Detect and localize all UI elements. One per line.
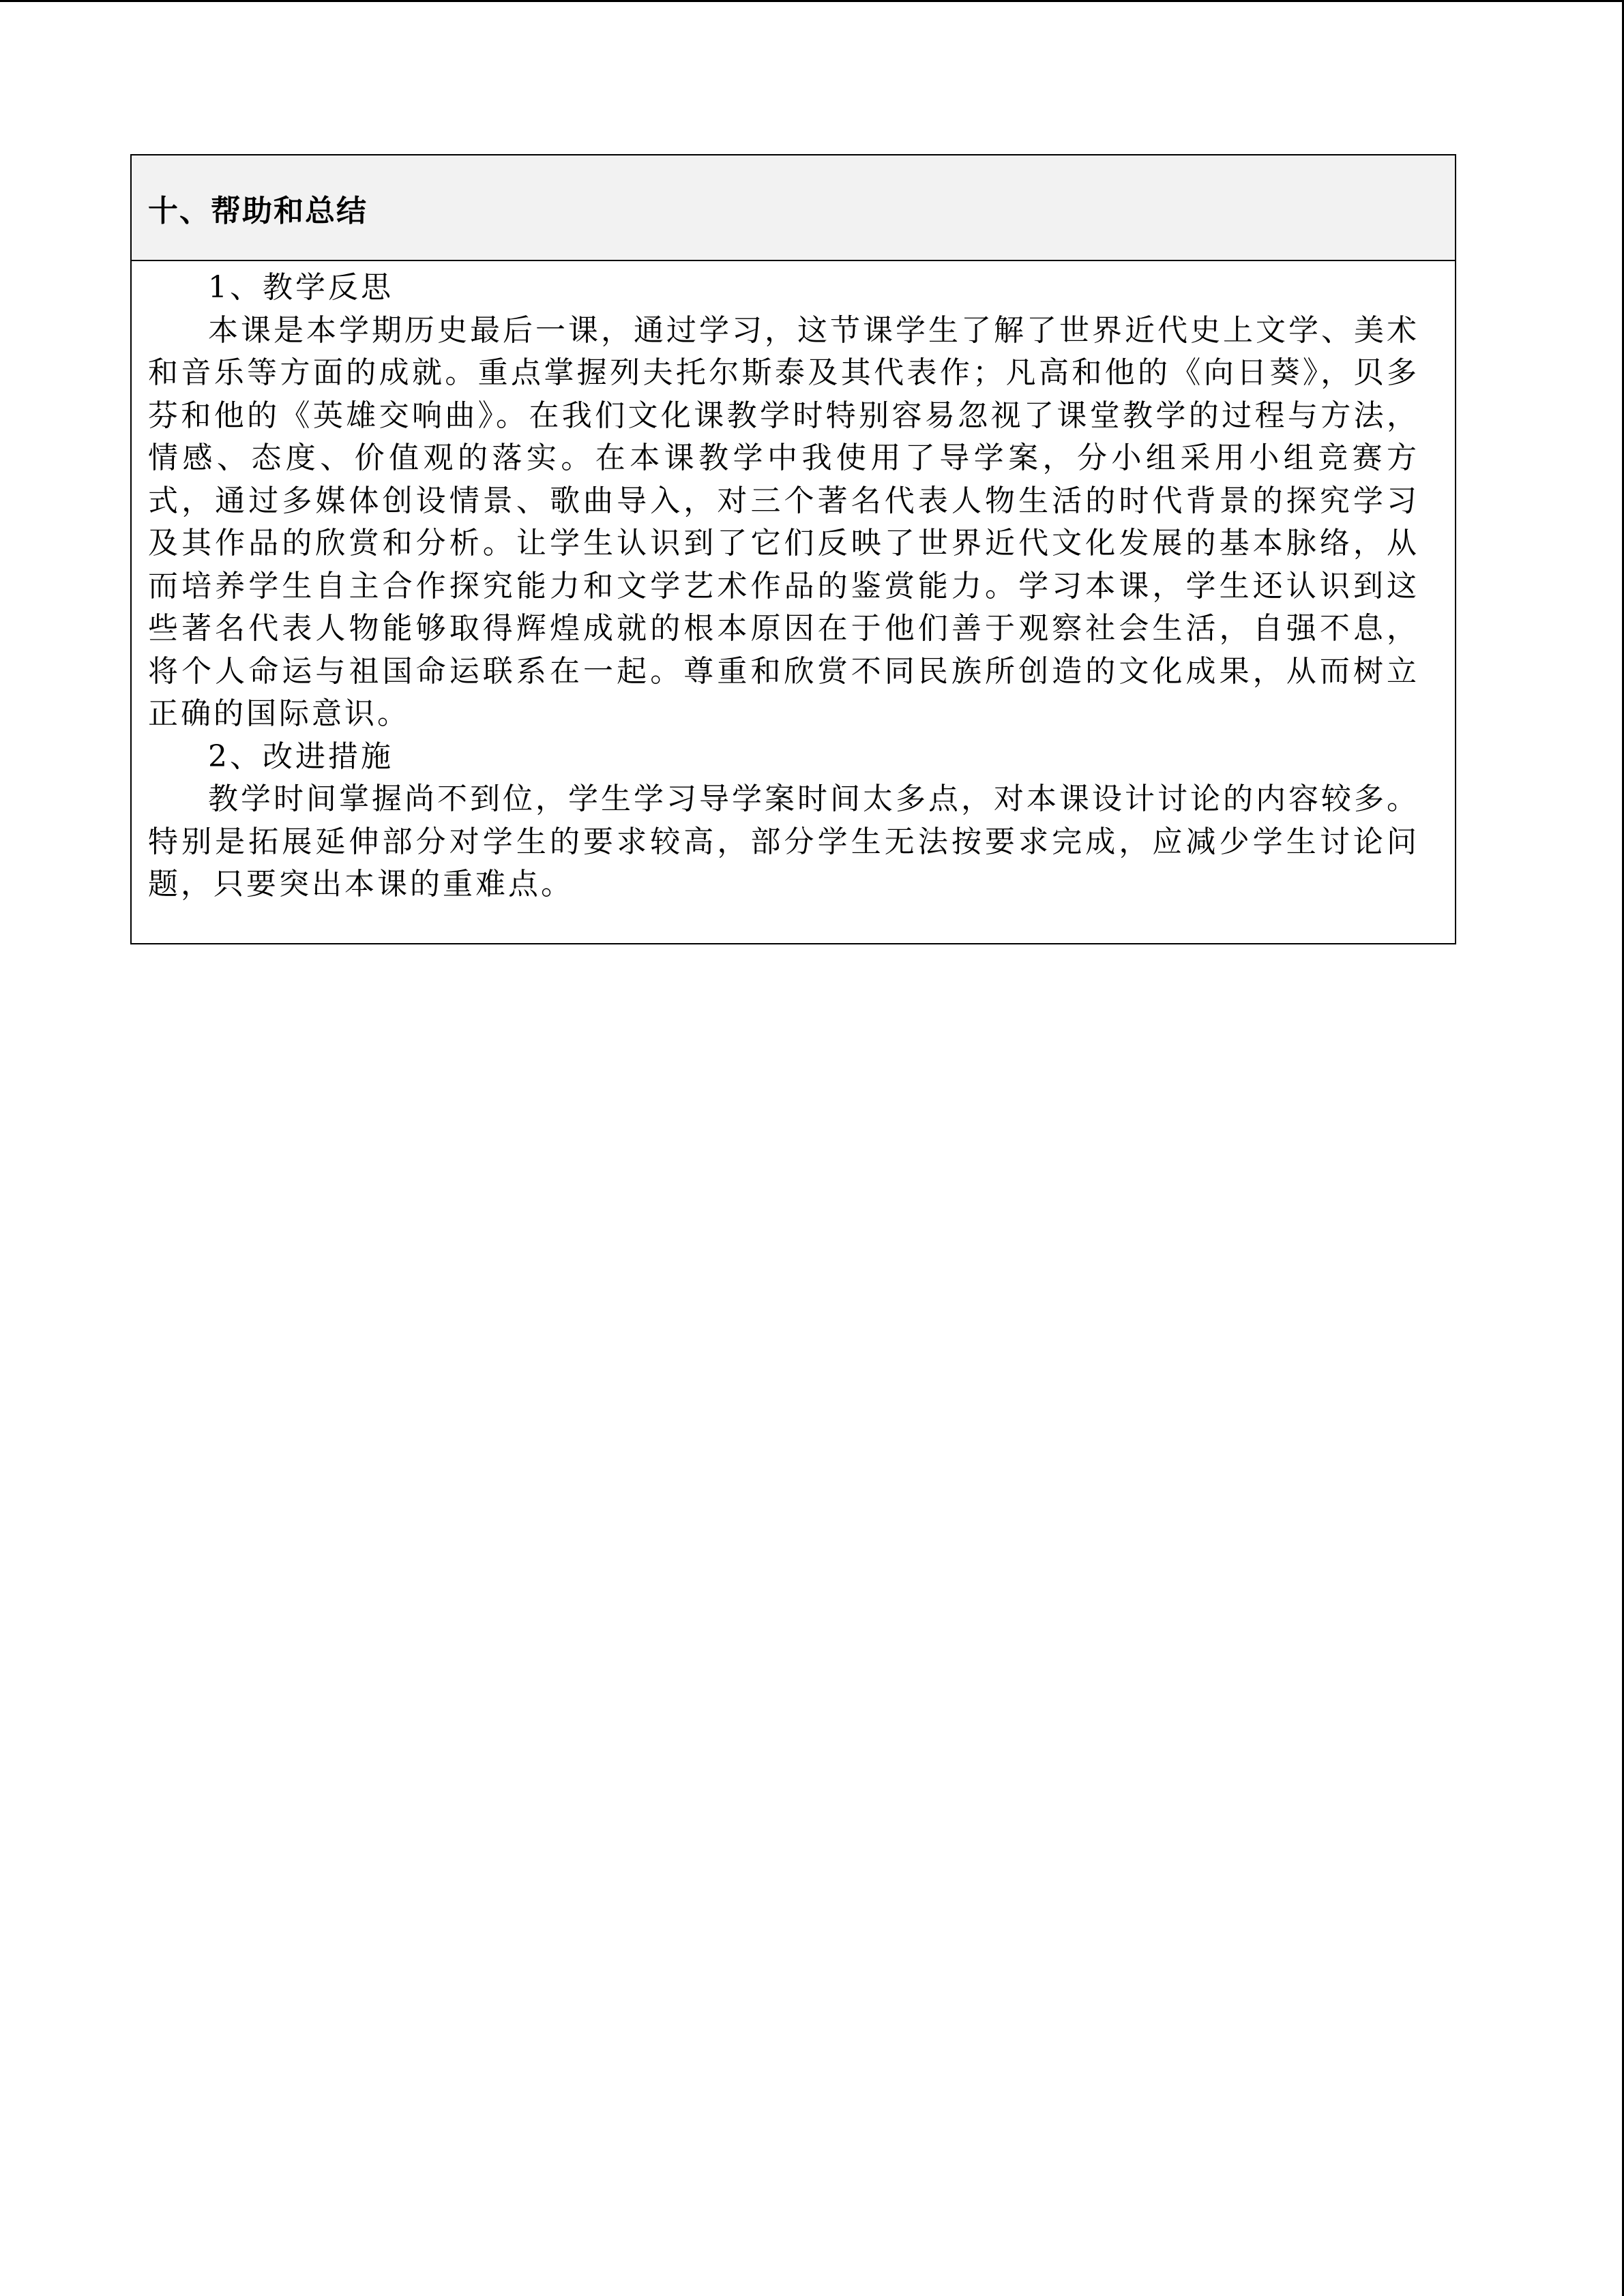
table-body-cell bbox=[132, 261, 1455, 943]
reflection-heading: 1、教学反思 bbox=[208, 270, 394, 305]
reflection-paragraph: 本课是本学期历史最后一课，通过学习，这节课学生了解了世界近代史上文学、美术和音乐等方面的成就。重点掌握列夫托尔斯泰及其代表作；凡高和他的《向日葵》，贝多芬和他的《英雄交响曲》。在我们文化课教学时特别容易忽视了课堂教学的过程与方法，情感、态度、价值观的落实。在本课教学中我使用了导学案，分小组采用小组竞赛方式，通过多媒体创设情景、歌曲导入，对三个著名代表人物生活的时代背景的探究学习及其作品的欣赏和分析。让学生认识到了它们反映了世界近代文化发展的基本脉络，从而培养学生自主合作探究能力和文学艺术作品的鉴赏能力。学习本课，学生还认识到这些著名代表人物能够取得辉煌成就的根本原因在于他们善于观察社会生活，自强不息，将个人命运与祖国命运联系在一起。尊重和欣赏不同民族所创造的文化成果，从而树立正确的国际意识。 bbox=[148, 312, 1419, 731]
section-title: 十、帮助和总结 bbox=[148, 193, 368, 228]
page-top-border bbox=[0, 0, 1624, 2]
improvement-paragraph: 教学时间掌握尚不到位，学生学习导学案时间太多点，对本课设计讨论的内容较多。特别是拓展延伸部分对学生的要求较高，部分学生无法按要求完成，应减少学生讨论问题，只要突出本课的重难点。 bbox=[148, 781, 1419, 901]
table-header-row bbox=[132, 155, 1455, 261]
improvement-heading: 2、改进措施 bbox=[208, 739, 394, 774]
summary-table bbox=[130, 154, 1456, 944]
